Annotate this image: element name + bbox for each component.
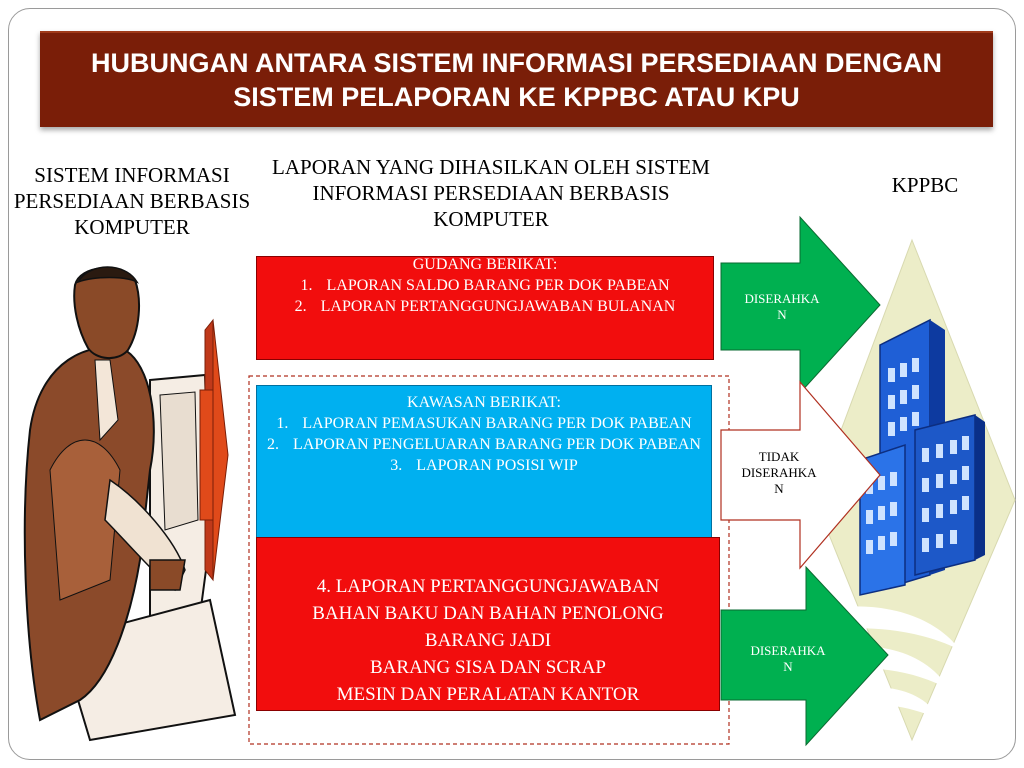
list-item: 2. LAPORAN PENGELUARAN BARANG PER DOK PABEAN: [267, 436, 701, 453]
lpj-line: MESIN DAN PERALATAN KANTOR: [336, 684, 640, 705]
list-item: 1. LAPORAN PEMASUKAN BARANG PER DOK PABEAN: [276, 415, 692, 432]
lpj-box: [256, 537, 720, 711]
arrow-bottom-label: DISERAHKA N: [750, 643, 826, 674]
arrow-top-label: DISERAHKA N: [744, 291, 820, 322]
gudang-list: [257, 275, 713, 317]
lpj-line: BAHAN BAKU DAN BAHAN PENOLONG: [312, 603, 664, 624]
center-heading: LAPORAN YANG DIHASILKAN OLEH SISTEM INFORMASI PERSEDIAAN BERBASIS KOMPUTER: [272, 155, 710, 231]
kawasan-header: KAWASAN BERIKAT:: [407, 394, 561, 411]
kawasan-berikat-box: [256, 385, 712, 540]
gudang-header: GUDANG BERIKAT:: [412, 256, 558, 273]
gudang-berikat-box: [256, 256, 714, 360]
right-label: KPPBC: [891, 173, 959, 197]
lpj-line: BARANG SISA DAN SCRAP: [370, 657, 606, 678]
list-item: 1. LAPORAN SALDO BARANG PER DOK PABEAN: [300, 277, 670, 294]
slide-title: HUBUNGAN ANTARA SISTEM INFORMASI PERSEDIAAN DENGAN SISTEM PELAPORAN KE KPPBC ATAU KPU: [90, 48, 942, 112]
list-item: 2. LAPORAN PERTANGGUNGJAWABAN BULANAN: [294, 298, 676, 315]
kawasan-list: [257, 413, 711, 476]
list-item: 3. LAPORAN POSISI WIP: [390, 457, 578, 474]
lpj-line: 4. LAPORAN PERTANGGUNGJAWABAN: [316, 576, 660, 597]
lpj-line: BARANG JADI: [424, 630, 552, 651]
left-label: SISTEM INFORMASI PERSEDIAAN BERBASIS KOMPUTER: [13, 163, 251, 239]
arrow-middle-label: TIDAK DISERAHKA N: [741, 449, 817, 496]
